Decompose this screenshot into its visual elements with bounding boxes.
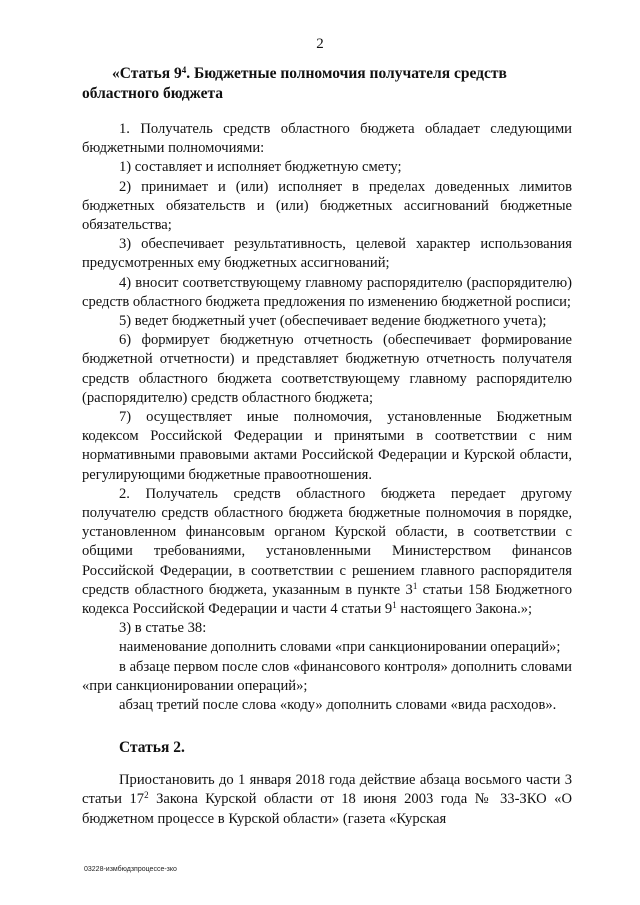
amendment-1: 3) в статье 38: xyxy=(119,620,207,637)
amendment-4: абзац третий после слова «коду» дополнить словами «вида расходов». xyxy=(119,697,557,714)
item-6: 6) формирует бюджетную отчетность (обеспечивает формирование бюджетной отчетности) и представляет бюджетную отчетность получателя средств областного бюджета соответствующему главному распорядителю (распорядителю) средств областного бюджета; xyxy=(82,332,572,406)
paragraph-1: 1. Получатель средств областного бюджета обладает следующими бюджетными полномочиями: xyxy=(82,121,572,157)
paragraph-2-part-c: настоящего Закона.»; xyxy=(396,601,533,618)
article-title-superscript: 4 xyxy=(181,65,187,75)
article-title-pre: «Статья 9 xyxy=(112,65,182,82)
article-2-part-a: Приостановить до 1 января 2018 года действие абзаца восьмого части 3 статьи 17 xyxy=(82,772,572,808)
item-2: 2) принимает и (или) исполняет в пределах доведенных лимитов бюджетных обязательств и (или) бюджетных ассигнований бюджетные обязательства; xyxy=(82,178,572,234)
article-title xyxy=(82,64,572,104)
paragraph-2-superscript-1: 1 xyxy=(412,580,418,591)
article-body xyxy=(82,120,572,715)
article-2-part-b: Закона Курской области от 18 июня 2003 года № 33-ЗКО «О бюджетном процессе в Курской области» (газета «Курская xyxy=(82,791,572,827)
article-2-heading: Статья 2. xyxy=(119,739,185,756)
amendment-3: в абзаце первом после слов «финансового контроля» дополнить словами «при санкционировании операций»; xyxy=(82,658,572,694)
item-4: 4) вносит соответствующему главному распорядителю (распорядителю) средств областного бюджета предложения по изменению бюджетной росписи; xyxy=(82,274,572,310)
item-7: 7) осуществляет иные полномочия, установленные Бюджетным кодексом Российской Федерации и принятыми в соответствии с ним нормативными правовыми актами Российской Федерации и Курской области, регулирующими бюджетные правоотношения. xyxy=(82,409,572,483)
item-1: 1) составляет и исполняет бюджетную смету; xyxy=(119,159,402,176)
article-title-post: . Бюджетные полномочия получателя средств областного бюджета xyxy=(82,65,507,102)
article-2-paragraph xyxy=(82,771,572,829)
amendment-2: наименование дополнить словами «при санкционировании операций»; xyxy=(119,639,561,656)
article-2-body xyxy=(82,771,572,829)
paragraph-2 xyxy=(82,485,572,619)
article-2-superscript: 2 xyxy=(144,790,149,801)
footer-code: 03228-измбюдзпроцессе-зко xyxy=(84,866,177,873)
item-3: 3) обеспечивает результативность, целевой характер использования предусмотренных ему бюджетных ассигнований; xyxy=(82,236,572,272)
page-number: 2 xyxy=(316,36,324,52)
item-5: 5) ведет бюджетный учет (обеспечивает ведение бюджетного учета); xyxy=(119,313,547,330)
paragraph-2-superscript-2: 1 xyxy=(392,600,397,611)
paragraph-2-part-b: статьи 158 Бюджетного кодекса Российской Федерации и части 4 статьи 9 xyxy=(82,581,572,618)
paragraph-2-part-a: 2. Получатель средств областного бюджета передает другому получателю средств областного бюджета бюджетные полномочия в порядке, установленном финансовым органом Курской области, в соответствии с общими требованиями, установленными Министерством финансов Российской Федерации, в соответствии с решением главного распорядителя средств областного бюджета, указанным в пункте 3 xyxy=(82,485,572,598)
